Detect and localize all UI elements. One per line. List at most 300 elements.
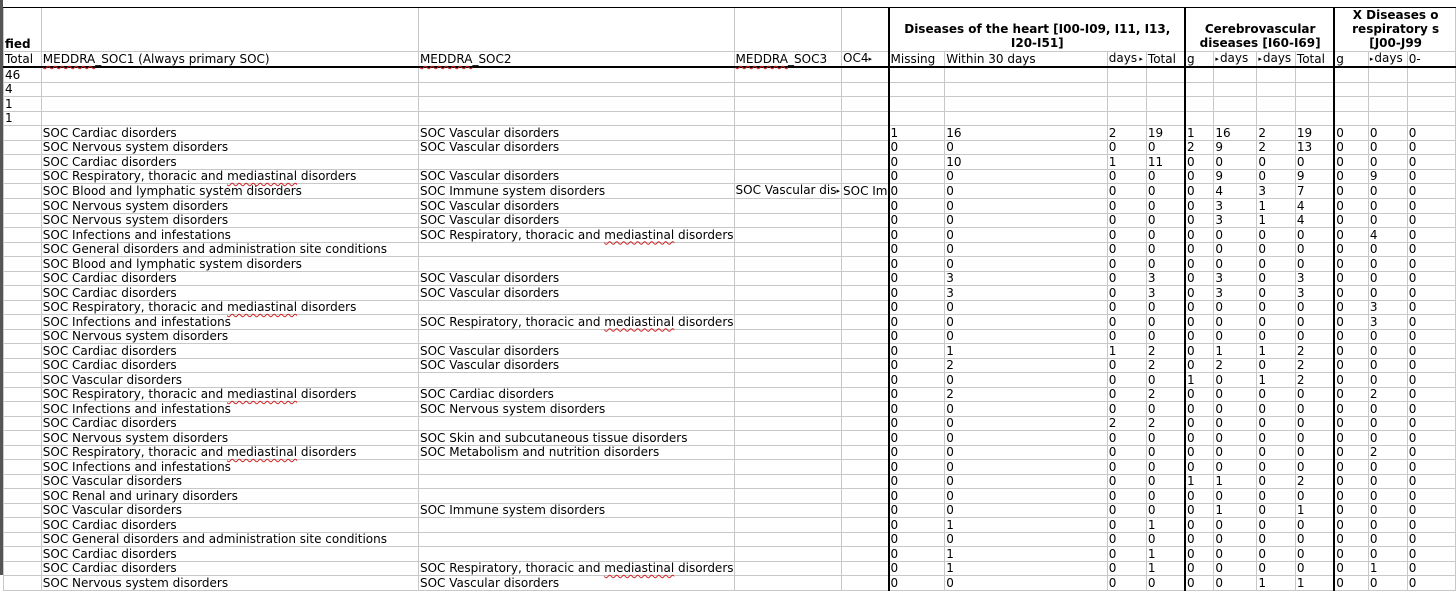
cell-days-cerebro[interactable]: 0 <box>1214 460 1257 475</box>
cell[interactable] <box>945 67 1108 82</box>
cell-days-cerebro-2[interactable]: 0 <box>1257 561 1296 576</box>
cell-soc2[interactable] <box>418 373 734 388</box>
cell-missing[interactable]: 0 <box>889 532 945 547</box>
cell-soc2[interactable]: SOC Respiratory, thoracic and mediastinal disorders <box>419 314 734 329</box>
cell-total[interactable]: 1 <box>4 111 42 126</box>
cell-days[interactable]: 0 <box>1107 576 1146 591</box>
cell-days-cerebro-2[interactable]: 0 <box>1257 315 1296 330</box>
cell-days-cerebro[interactable]: 0 <box>1214 402 1257 417</box>
cell-within-30-days[interactable]: 3 <box>945 286 1108 301</box>
cell-g-cerebro[interactable]: 0 <box>1185 489 1214 504</box>
cell-resp-last[interactable]: 0 <box>1407 315 1455 330</box>
cell-soc4[interactable] <box>842 431 889 446</box>
cell-days-cerebro-2[interactable]: 1 <box>1257 344 1296 359</box>
cell-g-cerebro[interactable]: 0 <box>1185 329 1214 344</box>
cell-total[interactable] <box>4 431 42 446</box>
cell-days[interactable]: 0 <box>1107 169 1146 184</box>
cell-days-resp[interactable]: 1 <box>1368 561 1407 576</box>
cell-soc2[interactable]: SOC Metabolism and nutrition disorders <box>418 445 734 460</box>
cell[interactable] <box>734 67 842 82</box>
cell-within-30-days[interactable]: 0 <box>945 474 1108 489</box>
cell-days-resp[interactable]: 0 <box>1368 155 1407 170</box>
cell-days[interactable]: 0 <box>1107 329 1146 344</box>
cell[interactable] <box>1334 97 1368 112</box>
cell-resp-last[interactable]: 0 <box>1407 431 1455 446</box>
cell-days-cerebro[interactable]: 16 <box>1214 126 1257 141</box>
cell-total-heart[interactable]: 0 <box>1146 228 1185 243</box>
cell-soc1[interactable]: SOC Cardiac disorders <box>41 271 418 286</box>
cell-within-30-days[interactable]: 0 <box>945 199 1108 214</box>
cell-resp-last[interactable]: 0 <box>1407 358 1455 373</box>
cell-soc2[interactable] <box>418 257 734 272</box>
cell-total-cerebro[interactable]: 0 <box>1295 489 1334 504</box>
cell-g-resp[interactable]: 0 <box>1334 199 1368 214</box>
cell-resp-last[interactable]: 0 <box>1407 140 1455 155</box>
cell-soc3[interactable] <box>734 300 842 315</box>
cell-days-cerebro[interactable]: 0 <box>1214 329 1257 344</box>
cell-total[interactable] <box>4 489 42 504</box>
cell[interactable] <box>945 97 1108 112</box>
cell-days-cerebro-2[interactable]: 0 <box>1257 416 1296 431</box>
cell-total-cerebro[interactable]: 13 <box>1295 140 1334 155</box>
cell-within-30-days[interactable]: 1 <box>945 344 1108 359</box>
cell-g-cerebro[interactable]: 0 <box>1185 257 1214 272</box>
cell-days[interactable]: 1 <box>1107 155 1146 170</box>
cell-g-resp[interactable]: 0 <box>1334 576 1368 591</box>
cell-missing[interactable]: 0 <box>889 474 945 489</box>
cell-soc3[interactable] <box>734 315 842 330</box>
col-header-resp-last[interactable]: 0- <box>1407 52 1455 68</box>
cell-soc3[interactable] <box>734 532 842 547</box>
cell-total[interactable] <box>4 300 42 315</box>
cell-soc1[interactable]: SOC Nervous system disorders <box>41 576 418 591</box>
cell[interactable] <box>1334 82 1368 97</box>
cell-days-cerebro-2[interactable]: 0 <box>1257 387 1296 402</box>
cell-soc4[interactable] <box>842 358 889 373</box>
cell-total-heart[interactable]: 1 <box>1146 518 1185 533</box>
cell[interactable] <box>1407 82 1455 97</box>
cell-soc1[interactable]: SOC Respiratory, thoracic and mediastinal disorders <box>41 169 418 184</box>
cell-days-cerebro-2[interactable]: 2 <box>1257 140 1296 155</box>
cell-total-heart[interactable]: 0 <box>1146 576 1185 591</box>
cell-missing[interactable]: 1 <box>889 126 945 141</box>
cell-g-resp[interactable]: 0 <box>1334 315 1368 330</box>
cell[interactable] <box>1214 67 1257 82</box>
cell-soc1[interactable]: SOC Cardiac disorders <box>41 416 418 431</box>
cell-days-resp[interactable]: 0 <box>1368 140 1407 155</box>
cell-g-resp[interactable]: 0 <box>1334 286 1368 301</box>
cell-days[interactable]: 0 <box>1107 547 1146 562</box>
cell-soc4[interactable]: SOC Im <box>843 184 888 198</box>
cell-days[interactable]: 0 <box>1107 199 1146 214</box>
cell-total-heart[interactable]: 2 <box>1146 416 1185 431</box>
cell-days-cerebro-2[interactable]: 0 <box>1257 518 1296 533</box>
cell-total-cerebro[interactable]: 0 <box>1295 300 1334 315</box>
cell-total-cerebro[interactable]: 1 <box>1295 576 1334 591</box>
col-header-total-cerebro[interactable]: Total <box>1295 52 1334 68</box>
cell-days-cerebro[interactable]: 3 <box>1214 271 1257 286</box>
cell-days-cerebro-2[interactable]: 0 <box>1257 460 1296 475</box>
cell-within-30-days[interactable]: 0 <box>945 329 1108 344</box>
cell-days-resp[interactable]: 2 <box>1368 445 1407 460</box>
cell-total-heart[interactable]: 0 <box>1146 460 1185 475</box>
col-header-days-cerebro[interactable] <box>1214 52 1257 68</box>
cell-days-resp[interactable]: 0 <box>1368 460 1407 475</box>
cell-resp-last[interactable]: 0 <box>1407 155 1455 170</box>
cell-days-resp[interactable]: 0 <box>1368 257 1407 272</box>
cell-days-resp[interactable]: 0 <box>1368 547 1407 562</box>
cell-g-resp[interactable]: 0 <box>1334 474 1368 489</box>
cell-soc1[interactable]: SOC Respiratory, thoracic and mediastinal disorders <box>41 387 418 402</box>
cell-days-resp[interactable]: 0 <box>1368 271 1407 286</box>
cell-days[interactable]: 0 <box>1107 518 1146 533</box>
cell[interactable] <box>1257 97 1296 112</box>
cell-missing[interactable]: 0 <box>889 387 945 402</box>
cell-total[interactable] <box>4 329 42 344</box>
cell-days-cerebro-2[interactable]: 0 <box>1257 445 1296 460</box>
cell-total[interactable] <box>4 257 42 272</box>
cell-days-cerebro-2[interactable]: 1 <box>1257 213 1296 228</box>
cell-total[interactable] <box>4 228 42 243</box>
cell-total[interactable] <box>4 373 42 388</box>
cell-soc3[interactable] <box>734 126 842 141</box>
cell-days-resp[interactable]: 4 <box>1368 228 1407 243</box>
cell-soc1[interactable]: SOC Nervous system disorders <box>41 213 418 228</box>
cell-days-cerebro-2[interactable]: 1 <box>1257 373 1296 388</box>
cell-total-heart[interactable]: 3 <box>1146 271 1185 286</box>
cell-days-cerebro[interactable]: 0 <box>1214 155 1257 170</box>
cell-days[interactable]: 0 <box>1107 242 1146 257</box>
cell-resp-last[interactable]: 0 <box>1407 286 1455 301</box>
cell-days-cerebro-2[interactable]: 0 <box>1257 257 1296 272</box>
cell[interactable] <box>1185 111 1214 126</box>
cell-g-cerebro[interactable]: 0 <box>1185 532 1214 547</box>
cell[interactable] <box>1107 111 1146 126</box>
cell-days-cerebro[interactable]: 0 <box>1214 532 1257 547</box>
cell-soc4[interactable] <box>842 300 889 315</box>
cell-total[interactable] <box>4 242 42 257</box>
cell-missing[interactable]: 0 <box>889 402 945 417</box>
cell-g-cerebro[interactable]: 0 <box>1185 286 1214 301</box>
cell-within-30-days[interactable]: 1 <box>945 561 1108 576</box>
cell-soc2[interactable]: SOC Immune system disorders <box>418 184 734 199</box>
cell-total[interactable] <box>4 576 42 591</box>
cell-days-cerebro-2[interactable]: 0 <box>1257 489 1296 504</box>
cell-soc1[interactable]: SOC Cardiac disorders <box>41 126 418 141</box>
cell-resp-last[interactable]: 0 <box>1407 547 1455 562</box>
cell-missing[interactable]: 0 <box>889 503 945 518</box>
cell-total-heart[interactable]: 2 <box>1146 344 1185 359</box>
cell-total-cerebro[interactable]: 2 <box>1295 373 1334 388</box>
cell-days-cerebro[interactable]: 0 <box>1214 373 1257 388</box>
cell-soc2[interactable] <box>418 300 734 315</box>
cell-days-cerebro-2[interactable]: 0 <box>1257 286 1296 301</box>
cell-days-resp[interactable]: 0 <box>1368 126 1407 141</box>
cell-soc2[interactable] <box>418 242 734 257</box>
cell-days-cerebro[interactable]: 2 <box>1214 358 1257 373</box>
cell-days[interactable]: 0 <box>1107 213 1146 228</box>
cell-g-cerebro[interactable]: 0 <box>1185 169 1214 184</box>
cell-soc3[interactable] <box>734 358 842 373</box>
cell-days-cerebro-2[interactable]: 2 <box>1257 126 1296 141</box>
cell-total-heart[interactable]: 2 <box>1146 387 1185 402</box>
cell-within-30-days[interactable]: 2 <box>945 387 1108 402</box>
cell-g-cerebro[interactable]: 0 <box>1185 300 1214 315</box>
cell-total-cerebro[interactable]: 0 <box>1295 315 1334 330</box>
cell-g-cerebro[interactable]: 0 <box>1185 315 1214 330</box>
cell[interactable] <box>945 111 1108 126</box>
cell-total-cerebro[interactable]: 0 <box>1295 387 1334 402</box>
cell-g-resp[interactable]: 0 <box>1334 169 1368 184</box>
cell-days-cerebro-2[interactable]: 0 <box>1257 155 1296 170</box>
cell-days-cerebro-2[interactable]: 0 <box>1257 358 1296 373</box>
cell-total[interactable] <box>4 358 42 373</box>
cell-missing[interactable]: 0 <box>889 199 945 214</box>
cell-within-30-days[interactable]: 0 <box>945 184 1108 199</box>
cell-days[interactable]: 2 <box>1107 416 1146 431</box>
cell-g-resp[interactable]: 0 <box>1334 503 1368 518</box>
cell-missing[interactable]: 0 <box>889 300 945 315</box>
cell-resp-last[interactable]: 0 <box>1407 373 1455 388</box>
cell-soc1[interactable]: SOC Cardiac disorders <box>41 358 418 373</box>
cell-soc1[interactable]: SOC Cardiac disorders <box>41 155 418 170</box>
cell-g-resp[interactable]: 0 <box>1334 329 1368 344</box>
cell[interactable] <box>1257 111 1296 126</box>
cell-soc2[interactable] <box>418 532 734 547</box>
cell-soc4[interactable] <box>842 344 889 359</box>
cell-days-cerebro[interactable]: 0 <box>1214 576 1257 591</box>
cell-soc4[interactable] <box>842 518 889 533</box>
cell-resp-last[interactable]: 0 <box>1407 344 1455 359</box>
cell[interactable] <box>1368 82 1407 97</box>
cell-total-heart[interactable]: 0 <box>1146 489 1185 504</box>
cell-g-cerebro[interactable]: 1 <box>1185 373 1214 388</box>
cell-soc4[interactable] <box>842 547 889 562</box>
cell[interactable] <box>1107 97 1146 112</box>
cell-days-cerebro-2[interactable]: 0 <box>1257 228 1296 243</box>
cell-total-cerebro[interactable]: 19 <box>1295 126 1334 141</box>
cell-total-heart[interactable]: 0 <box>1146 532 1185 547</box>
cell-days-cerebro[interactable]: 3 <box>1214 213 1257 228</box>
cell-missing[interactable]: 0 <box>889 460 945 475</box>
cell-days[interactable]: 0 <box>1107 445 1146 460</box>
cell-days[interactable]: 0 <box>1107 460 1146 475</box>
cell-soc4[interactable] <box>842 315 889 330</box>
cell-days-cerebro[interactable]: 0 <box>1214 242 1257 257</box>
cell-days-cerebro-2[interactable]: 0 <box>1257 271 1296 286</box>
cell[interactable] <box>1295 82 1334 97</box>
cell-soc4[interactable] <box>842 329 889 344</box>
col-header-days-cerebro-2[interactable] <box>1257 52 1296 68</box>
cell[interactable] <box>889 67 945 82</box>
cell-within-30-days[interactable]: 0 <box>945 445 1108 460</box>
cell-total-heart[interactable]: 0 <box>1146 373 1185 388</box>
cell-days-resp[interactable]: 0 <box>1368 518 1407 533</box>
cell-soc1[interactable]: SOC Infections and infestations <box>41 460 418 475</box>
cell-resp-last[interactable]: 0 <box>1407 518 1455 533</box>
cell-soc4[interactable] <box>842 271 889 286</box>
cell[interactable] <box>418 67 734 82</box>
cell-days-cerebro-2[interactable]: 0 <box>1257 532 1296 547</box>
cell[interactable] <box>1295 97 1334 112</box>
cell-days-cerebro[interactable]: 9 <box>1214 169 1257 184</box>
cell-missing[interactable]: 0 <box>889 416 945 431</box>
cell-soc3[interactable] <box>734 561 842 576</box>
cell-missing[interactable]: 0 <box>889 213 945 228</box>
cell-soc1[interactable]: SOC Nervous system disorders <box>41 329 418 344</box>
cell-days-resp[interactable]: 0 <box>1368 286 1407 301</box>
cell-total-heart[interactable]: 0 <box>1146 315 1185 330</box>
cell-days-resp[interactable]: 0 <box>1368 199 1407 214</box>
cell-total[interactable] <box>4 286 42 301</box>
cell-days-cerebro-2[interactable]: 1 <box>1257 576 1296 591</box>
cell-g-cerebro[interactable]: 0 <box>1185 547 1214 562</box>
cell-g-cerebro[interactable]: 1 <box>1185 126 1214 141</box>
cell[interactable] <box>842 8 889 52</box>
cell-days-cerebro[interactable]: 0 <box>1214 445 1257 460</box>
cell-resp-last[interactable]: 0 <box>1407 257 1455 272</box>
cell-within-30-days[interactable]: 0 <box>945 228 1108 243</box>
cell-soc2[interactable] <box>418 489 734 504</box>
cell-days-cerebro[interactable]: 9 <box>1214 140 1257 155</box>
cell-days-cerebro[interactable]: 0 <box>1214 547 1257 562</box>
cell-within-30-days[interactable]: 16 <box>945 126 1108 141</box>
cell-total[interactable] <box>4 140 42 155</box>
cell-days[interactable]: 0 <box>1107 140 1146 155</box>
cell-total-heart[interactable]: 0 <box>1146 199 1185 214</box>
cell-total[interactable] <box>4 503 42 518</box>
group-header-respiratory[interactable]: X Diseases o respiratory s [J00-J99 <box>1334 8 1455 52</box>
cell-days-cerebro-2[interactable]: 0 <box>1257 169 1296 184</box>
cell-g-cerebro[interactable]: 2 <box>1185 140 1214 155</box>
cell-soc4[interactable] <box>842 373 889 388</box>
cell-g-resp[interactable]: 0 <box>1334 402 1368 417</box>
cell[interactable] <box>945 82 1108 97</box>
cell-soc2[interactable] <box>418 329 734 344</box>
cell-soc4[interactable] <box>842 387 889 402</box>
cell-soc2[interactable]: SOC Nervous system disorders <box>418 402 734 417</box>
col-header-g-resp[interactable]: g <box>1334 52 1368 68</box>
cell-days-cerebro-2[interactable]: 0 <box>1257 329 1296 344</box>
cell[interactable] <box>1107 67 1146 82</box>
cell-total[interactable] <box>4 532 42 547</box>
cell-days[interactable]: 0 <box>1107 532 1146 547</box>
cell-total[interactable] <box>4 416 42 431</box>
cell-missing[interactable]: 0 <box>889 445 945 460</box>
cell-soc2[interactable]: SOC Vascular disorders <box>418 344 734 359</box>
cell-g-cerebro[interactable]: 1 <box>1185 474 1214 489</box>
cell-soc1[interactable]: SOC Blood and lymphatic system disorders <box>41 257 418 272</box>
cell-resp-last[interactable]: 0 <box>1407 460 1455 475</box>
cell-total-heart[interactable]: 11 <box>1146 155 1185 170</box>
cell-days-cerebro[interactable]: 4 <box>1214 184 1257 199</box>
cell-soc4[interactable] <box>842 242 889 257</box>
cell[interactable] <box>734 8 842 52</box>
cell-total-cerebro[interactable]: 3 <box>1295 271 1334 286</box>
cell-soc4[interactable] <box>842 140 889 155</box>
cell-soc2[interactable]: SOC Skin and subcutaneous tissue disorders <box>418 431 734 446</box>
cell-within-30-days[interactable]: 0 <box>945 373 1108 388</box>
cell-soc1[interactable]: SOC Nervous system disorders <box>41 199 418 214</box>
cell-soc4[interactable] <box>842 155 889 170</box>
cell-days[interactable]: 1 <box>1107 344 1146 359</box>
cell-soc2[interactable] <box>418 518 734 533</box>
cell-g-resp[interactable]: 0 <box>1334 445 1368 460</box>
cell-resp-last[interactable]: 0 <box>1407 416 1455 431</box>
cell-soc3[interactable] <box>734 576 842 591</box>
cell-days-cerebro-2[interactable]: 0 <box>1257 547 1296 562</box>
cell-total-cerebro[interactable]: 7 <box>1295 184 1334 199</box>
cell-missing[interactable]: 0 <box>889 271 945 286</box>
cell-g-resp[interactable]: 0 <box>1334 518 1368 533</box>
cell-total[interactable]: 4 <box>4 82 42 97</box>
cell-soc3[interactable] <box>734 387 842 402</box>
cell-soc3[interactable] <box>734 460 842 475</box>
cell-total-heart[interactable]: 0 <box>1146 213 1185 228</box>
col-header-g-cerebro[interactable]: g <box>1185 52 1214 68</box>
cell-days-resp[interactable]: 0 <box>1368 489 1407 504</box>
cell-soc4[interactable] <box>842 576 889 591</box>
cell[interactable] <box>1146 111 1185 126</box>
cell-soc4[interactable] <box>842 213 889 228</box>
cell-soc1[interactable]: SOC General disorders and administration site conditions <box>41 242 418 257</box>
cell-total-heart[interactable]: 0 <box>1146 242 1185 257</box>
cell-days-resp[interactable]: 0 <box>1368 329 1407 344</box>
cell-within-30-days[interactable]: 0 <box>945 257 1108 272</box>
cell-resp-last[interactable]: 0 <box>1407 576 1455 591</box>
cell[interactable] <box>1334 111 1368 126</box>
cell-days-cerebro-2[interactable]: 0 <box>1257 503 1296 518</box>
cell-total[interactable] <box>4 561 42 576</box>
cell[interactable] <box>1146 82 1185 97</box>
cell-soc3[interactable] <box>734 402 842 417</box>
cell-g-cerebro[interactable]: 0 <box>1185 184 1214 199</box>
cell-g-cerebro[interactable]: 0 <box>1185 416 1214 431</box>
cell-g-cerebro[interactable]: 0 <box>1185 561 1214 576</box>
cell-resp-last[interactable]: 0 <box>1407 184 1455 199</box>
cell[interactable] <box>889 111 945 126</box>
cell-missing[interactable]: 0 <box>889 257 945 272</box>
cell[interactable] <box>1146 97 1185 112</box>
cell-total-cerebro[interactable]: 0 <box>1295 329 1334 344</box>
cell-total-heart[interactable]: 0 <box>1146 402 1185 417</box>
cell-total[interactable]: 46 <box>4 67 42 82</box>
cell-days-resp[interactable]: 0 <box>1368 474 1407 489</box>
cell-days-cerebro[interactable]: 0 <box>1214 518 1257 533</box>
cell-total-cerebro[interactable]: 3 <box>1295 286 1334 301</box>
cell-days[interactable]: 2 <box>1107 126 1146 141</box>
cell[interactable] <box>41 82 418 97</box>
cell-soc3[interactable] <box>734 257 842 272</box>
cell-days-resp[interactable]: 0 <box>1368 373 1407 388</box>
cell[interactable] <box>842 97 889 112</box>
cell-g-cerebro[interactable]: 0 <box>1185 576 1214 591</box>
cell-g-resp[interactable]: 0 <box>1334 358 1368 373</box>
cell-soc1[interactable]: SOC Cardiac disorders <box>41 344 418 359</box>
cell-soc1[interactable]: SOC Vascular disorders <box>41 373 418 388</box>
group-header-cerebrovascular[interactable]: Cerebrovascular diseases [I60-I69] <box>1185 8 1334 52</box>
cell[interactable] <box>41 97 418 112</box>
cell-soc3[interactable] <box>734 431 842 446</box>
cell[interactable] <box>418 111 734 126</box>
cell-soc2[interactable]: SOC Vascular disorders <box>418 576 734 591</box>
cell-missing[interactable]: 0 <box>889 286 945 301</box>
cell-within-30-days[interactable]: 2 <box>945 358 1108 373</box>
cell-resp-last[interactable]: 0 <box>1407 300 1455 315</box>
cell-total-cerebro[interactable]: 1 <box>1295 503 1334 518</box>
cell-soc4[interactable] <box>842 257 889 272</box>
cell-days[interactable]: 0 <box>1107 228 1146 243</box>
